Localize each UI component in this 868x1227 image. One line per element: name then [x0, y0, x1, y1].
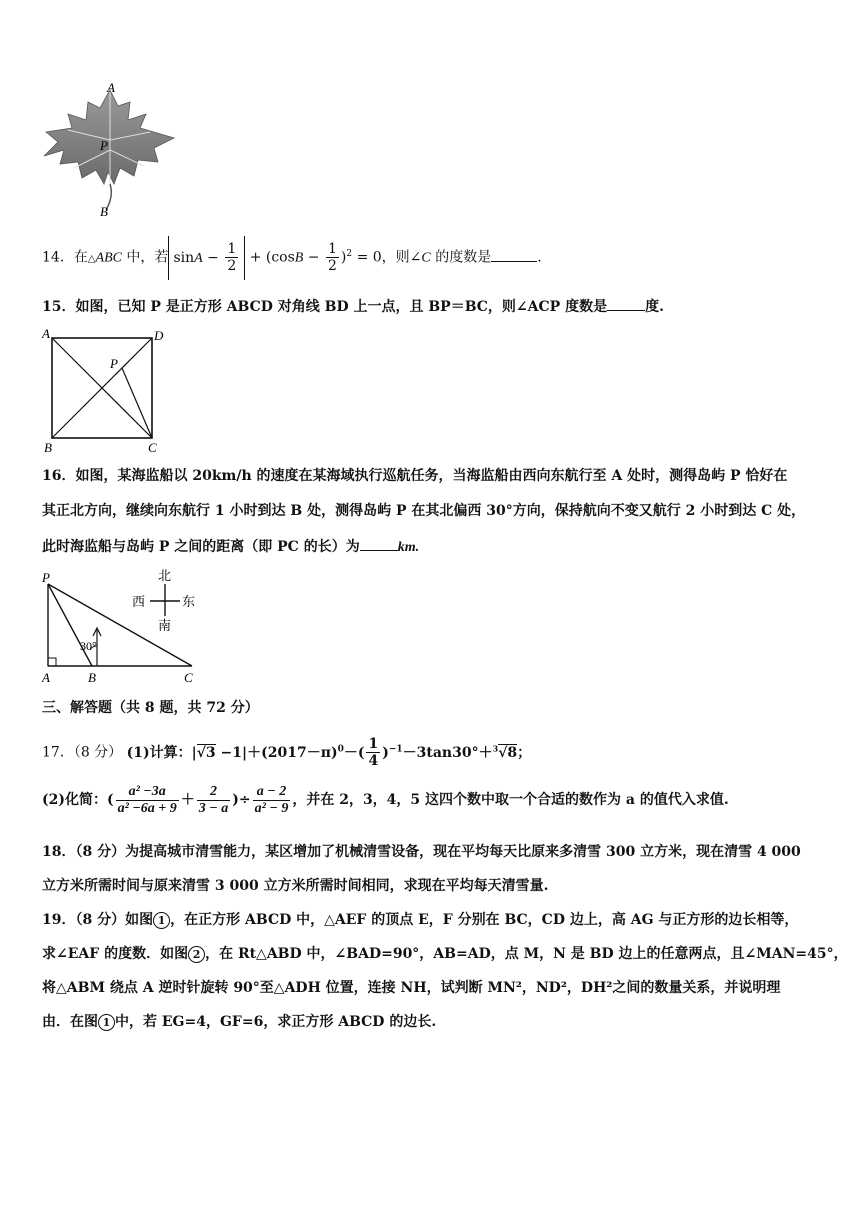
- section-title: 三、解答题（共 8 题，共 72 分）: [42, 700, 259, 716]
- square-figure: [40, 326, 170, 456]
- label-c: C: [148, 440, 157, 455]
- question-19-line-3: 将△ABM 绕点 A 逆时针旋转 90°至△ADH 位置，连接 NH，试判断 MN²，ND²，DH²之间的数量关系，并说明理: [42, 980, 781, 996]
- label-b: B: [88, 670, 96, 685]
- question-18-line-1: 18．（8 分）为提高城市清雪能力，某区增加了机械清雪设备，现在平均每天比原来多清雪 300 立方米，现在清雪 4 000: [42, 844, 801, 860]
- question-16-line-1: 16．如图，某海监船以 20km/h 的速度在某海域执行巡航任务，当海监船由西向东航行至 A 处时，测得岛屿 P 恰好在: [42, 468, 788, 484]
- compass-south: 南: [158, 618, 172, 633]
- compass-east: 东: [182, 594, 196, 609]
- figure-ref-1: 1: [98, 1014, 115, 1031]
- leaf-label-p: P: [100, 138, 108, 153]
- label-angle: 30°: [80, 639, 97, 653]
- leaf-label-b: B: [100, 204, 108, 219]
- figure-ref-1: 1: [153, 912, 170, 929]
- leaf-shape: [44, 90, 174, 184]
- figure-ref-2: 2: [188, 946, 205, 963]
- compass-west: 西: [132, 594, 146, 609]
- fraction-half: $\frac{1}{2}$: [227, 241, 237, 275]
- leaf-label-a: A: [107, 80, 115, 95]
- question-18-line-2: 立方米所需时间与原来清雪 3 000 立方米所需时间相同，求现在平均每天清雪量.: [42, 878, 549, 894]
- question-16-line-2: 其正北方向，继续向东航行 1 小时到达 B 处，测得岛屿 P 在其北偏西 30°方向，保持航向不变又航行 2 小时到达 C 处，: [42, 503, 806, 519]
- absolute-value: sinA − $\frac{1}{2}$: [168, 236, 245, 280]
- answer-blank: [360, 536, 398, 551]
- leaf-figure: [38, 80, 183, 220]
- compass-north: 北: [158, 568, 172, 583]
- question-17-part-1: 17．（8 分） (1)计算：$|√3 -1|+(2017-\pi)^0-$( $\frac{1}{4}$ )$^{-1}$－3tan30°＋$^3$√8；: [42, 736, 532, 770]
- segment-pc: [122, 368, 152, 438]
- question-15: 15．如图，已知 P 是正方形 ABCD 对角线 BD 上一点，且 BP＝BC，则∠ACP 度数是 度.: [42, 296, 664, 317]
- navigation-figure: [40, 566, 210, 686]
- question-19-line-1: 19．（8 分）如图 1 ，在正方形 ABCD 中，△AEF 的顶点 E，F 分别在 BC，CD 边上，高 AG 与正方形的边长相等，: [42, 912, 799, 928]
- label-b: B: [44, 440, 52, 455]
- label-c: C: [184, 670, 193, 685]
- question-19-line-2: 求∠EAF 的度数．如图 2 ，在 Rt△ABD 中，∠BAD=90°，AB=AD，点 M，N 是 BD 边上的任意两点，且∠MAN=45°，: [42, 946, 848, 962]
- label-a: A: [42, 326, 50, 341]
- question-17-part-2: (2)化简：( $\frac{\text{a² −3a}}{\text{a² −6a + 9}}$ ＋ $\frac{2}{3 - a}$ )÷ $\frac{a - 2}{\text{a² − 9}}$ ，并在 2，3，4，5 这四个数中取一个合适的数作为 a 的值代入求值.: [42, 783, 729, 816]
- question-14: 14．在△ABC 中，若 sinA − $\frac{1}{2}$ + (cosB − $\frac{1}{2}$ )$^2$ = 0，则∠C 的度数是 .: [42, 232, 542, 282]
- label-p: P: [110, 356, 118, 371]
- right-angle-mark: [48, 658, 56, 666]
- question-16-line-3: 此时海监船与岛屿 P 之间的距离（即 PC 的长）为 km.: [42, 536, 419, 558]
- question-19-line-4: 由．在图 1 中，若 EG=4，GF=6，求正方形 ABCD 的边长.: [42, 1014, 437, 1030]
- label-p: P: [42, 570, 50, 585]
- answer-blank: [491, 247, 537, 262]
- label-a: A: [42, 670, 50, 685]
- label-d: D: [154, 328, 164, 343]
- answer-blank: [607, 296, 645, 311]
